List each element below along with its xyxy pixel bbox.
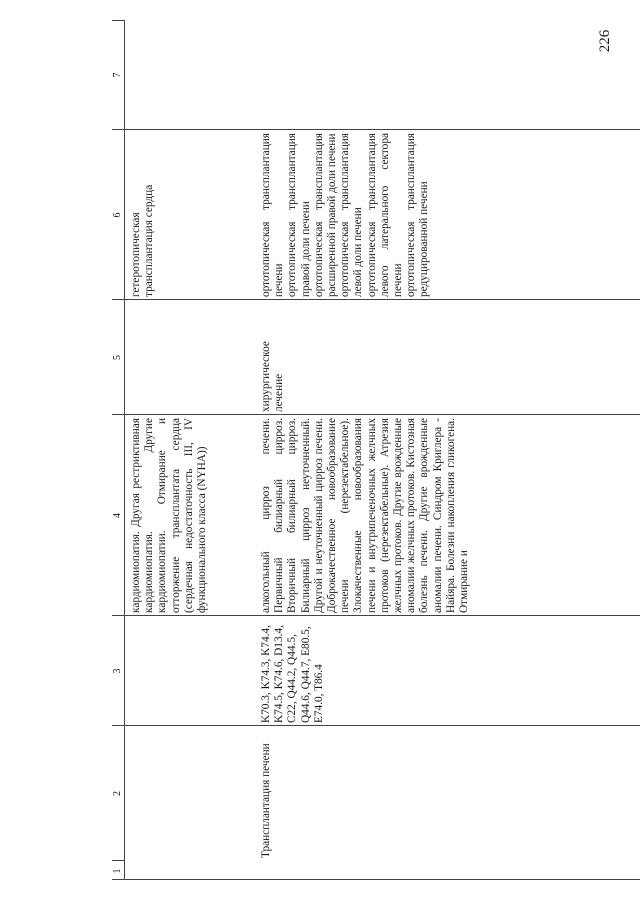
liver-method-5: ортотопическая трансплантация левого латерального сектора печени — [365, 133, 405, 297]
liver-title-text: Трансплантация печени — [260, 743, 272, 858]
column-number-1: 1 — [112, 868, 123, 874]
liver-methods-cell — [260, 130, 560, 300]
liver-diagnosis-cell — [260, 415, 640, 616]
heart-method-cell — [130, 130, 170, 300]
liver-method-2: ортотопическая трансплантация правой доли печени — [286, 133, 312, 297]
liver-treatment-cell — [260, 300, 320, 415]
liver-title-cell — [260, 726, 320, 861]
heart-diagnosis-text: кардиомиопатия. Другая рестриктивная кардиомиопатия. Другие кардиомиопатии. Отмирание и отторжение трансплантата сердца (сердечная недостаточность III, IV функционального класса (NYHA)) — [130, 418, 209, 613]
heart-method-text: гетеротопическая трансплантация сердца — [130, 184, 156, 297]
heart-diagnosis-cell — [130, 415, 242, 616]
table-sheet — [112, 20, 640, 880]
liver-method-1: ортотопическая трансплантация печени — [260, 133, 286, 297]
column-number-4: 4 — [112, 513, 123, 518]
liver-method-4: ортотопическая трансплантация левой доли печени — [339, 133, 365, 297]
page-number: 226 — [597, 29, 613, 53]
liver-method-3: ортотопическая трансплантация расширенной правой доли печени — [312, 133, 339, 297]
rotated-table — [112, 20, 640, 880]
column-number-2: 2 — [112, 791, 123, 796]
column-number-3: 3 — [112, 668, 123, 674]
table-header-row — [112, 20, 125, 880]
column-number-7: 7 — [112, 72, 123, 78]
liver-diagnosis-text: алкогольный цирроз печени. Первичный билиарный цирроз. Вторичный билиарный цирроз. Билиарный цирроз неуточненный. Другой и неуточненный цирроз печени. Доброкачественное новообразование печени (нерезектабельное). Злокачественные новообразования печени и внутрипеченочных желчных протоков (нерезектабельные). Атрезия желчных протоков. Другие врожденные аномалии желчных протоков. Кистозная болезнь печени. Другие врожденные аномалии печени. Синдром Криглера - Найяра. Болезни накопления гликогена. Отмирание и — [260, 418, 471, 613]
liver-codes-cell — [260, 616, 420, 726]
liver-method-6: ортотопическая трансплантация редуцированной печени — [405, 133, 431, 297]
column-number-6: 6 — [112, 212, 123, 218]
liver-codes-text: K70.3, K74.3, K74.4, K74.5, K74.6, D13.4, C22, Q44.2, Q44.5, Q44.6, Q44.7, E80.5, E74.0, T86.4 — [260, 625, 325, 723]
column-divider — [124, 879, 640, 880]
liver-treatment-text: хирургическое лечение — [260, 341, 286, 412]
column-number-5: 5 — [112, 355, 123, 360]
